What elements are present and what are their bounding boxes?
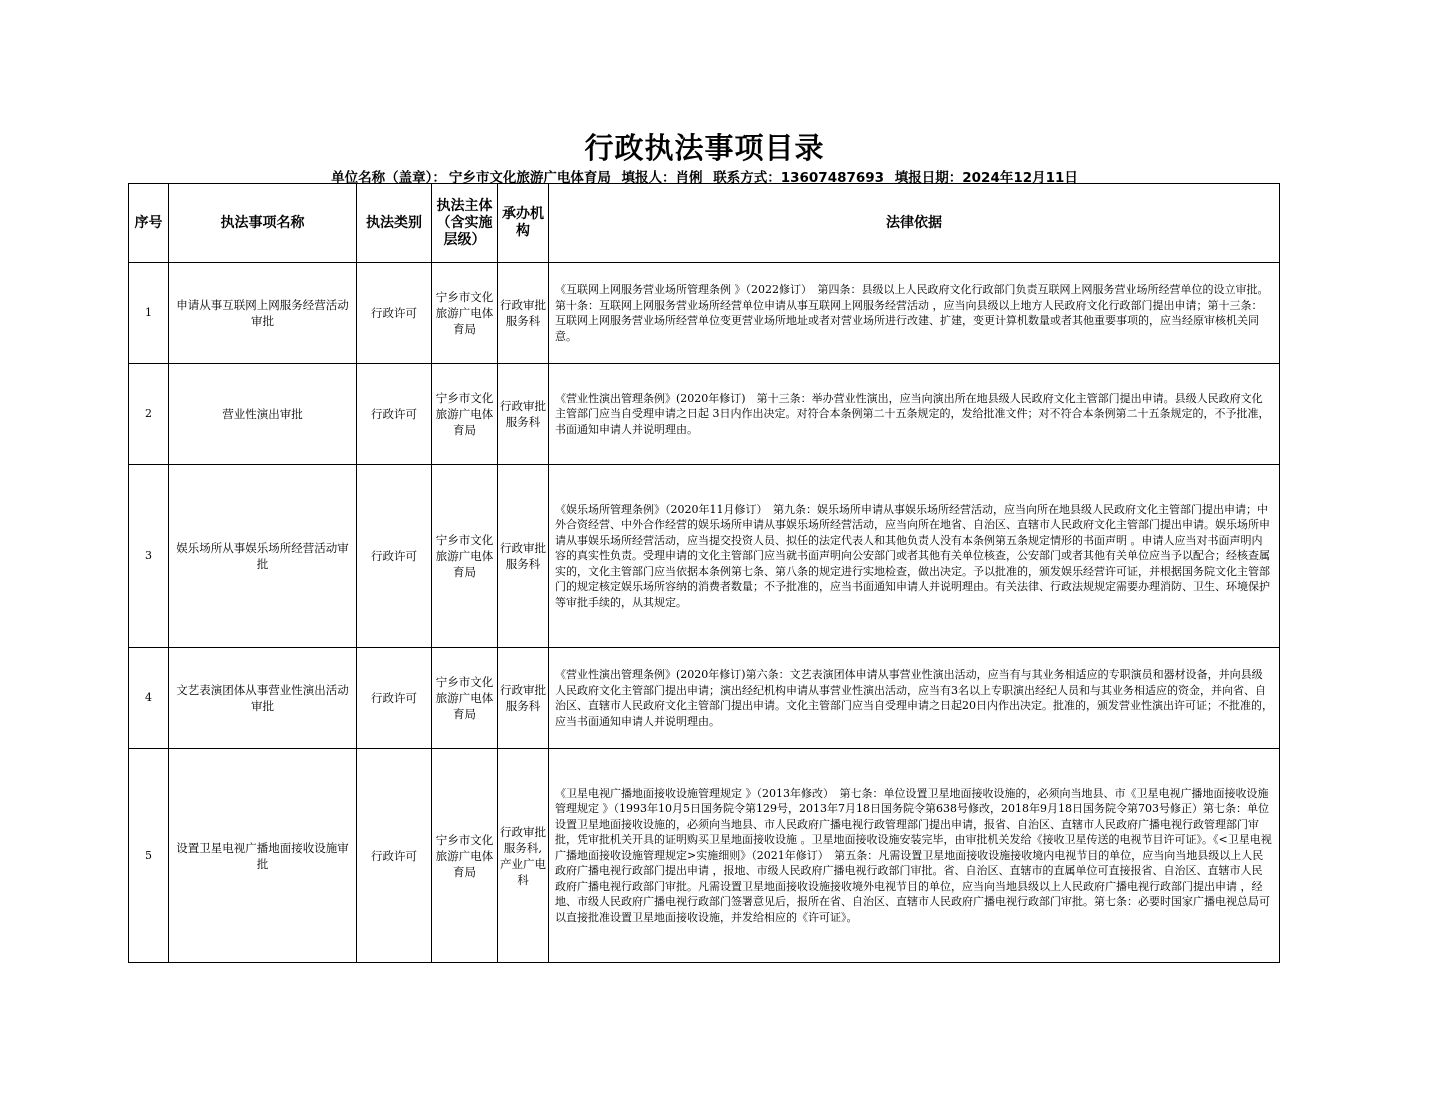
cell-subject: 宁乡市文化旅游广电体育局: [432, 648, 498, 749]
cell-dept: 行政审批服务科: [498, 465, 549, 648]
header-dept: 承办机构: [498, 184, 549, 263]
cell-name: 设置卫星电视广播地面接收设施审批: [169, 749, 357, 963]
cell-name: 娱乐场所从事娱乐场所经营活动审批: [169, 465, 357, 648]
cell-subject: 宁乡市文化旅游广电体育局: [432, 465, 498, 648]
cell-basis: 《互联网上网服务营业场所管理条例 》（2022修订） 第四条：县级以上人民政府文化行政部门负责互联网上网服务营业场所经营单位的设立审批。第十条：互联网上网服务营业场所经营单位申请从事互联网上网服务经营活动 ，应当向县级以上地方人民政府文化行政部门提出申请；第十三条：互联网上网服务营业场所经营单位变更营业场所地址或者对营业场所进行改建、扩建，变更计算机数量或者其他重要事项的，应当经原审核机关同意。: [549, 263, 1280, 364]
cell-dept: 行政审批服务科: [498, 364, 549, 465]
cell-dept: 行政审批服务科: [498, 648, 549, 749]
cell-subject: 宁乡市文化旅游广电体育局: [432, 263, 498, 364]
cell-name: 文艺表演团体从事营业性演出活动审批: [169, 648, 357, 749]
report-date: 填报日期：2024年12月11日: [894, 170, 1078, 186]
cell-dept: 行政审批服务科: [498, 263, 549, 364]
cell-category: 行政许可: [357, 364, 432, 465]
reporter: 填报人：肖俐: [621, 170, 703, 186]
cell-seq: 5: [129, 749, 169, 963]
enforcement-table: [128, 183, 1280, 963]
table-row: [129, 263, 1280, 364]
cell-dept: 行政审批服务科, 产业广电科: [498, 749, 549, 963]
table-row: [129, 364, 1280, 465]
page-title: 行政执法事项目录: [584, 131, 825, 165]
cell-basis: 《营业性演出管理条例》(2020年修订)第六条：文艺表演团体申请从事营业性演出活动，应当有与其业务相适应的专职演员和器材设备，并向县级人民政府文化主管部门提出申请；演出经纪机构申请从事营业性演出活动，应当有3名以上专职演出经纪人员和与其业务相适应的资金，并向省、自治区、直辖市人民政府文化主管部门提出申请。文化主管部门应当自受理申请之日起20日内作出决定。批准的，颁发营业性演出许可证；不批准的，应当书面通知申请人并说明理由。: [549, 648, 1280, 749]
cell-subject: 宁乡市文化旅游广电体育局: [432, 364, 498, 465]
header-subject: 执法主体（含实施层级）: [432, 184, 498, 263]
cell-subject: 宁乡市文化旅游广电体育局: [432, 749, 498, 963]
cell-category: 行政许可: [357, 263, 432, 364]
table-row: [129, 465, 1280, 648]
cell-basis: 《卫星电视广播地面接收设施管理规定 》（2013年修改） 第七条：单位设置卫星地面接收设施的，必须向当地县、市《卫星电视广播地面接收设施管理规定 》（1993年10月5日国务院令第129号，2013年7月18日国务院令第638号修改，2018年9月18日国务院令第703号修正）第七条：单位设置卫星地面接收设施的，必须向当地县、市人民政府广播电视行政管理部门提出申请，报省、自治区、直辖市人民政府广播电视行政管理部门审批，凭审批机关开具的证明购买卫星地面接收设施 。卫星地面接收设施安装完毕，由审批机关发给《接收卫星传送的电视节目许可证》。《<卫星电视广播地面接收设施管理规定>实施细则》（2021年修订） 第五条：凡需设置卫星地面接收设施接收境内电视节目的单位，应当向当地县级以上人民政府广播电视行政部门提出申请 ，报地、市级人民政府广播电视行政部门审批。省、自治区、直辖市的直属单位可直接报省、自治区、直辖市人民政府广播电视行政部门审批。凡需设置卫星地面接收设施接收境外电视节目的单位，应当向当地县级以上人民政府广播电视行政部门提出申请 ，经地、市级人民政府广播电视行政部门签署意见后，报所在省、自治区、直辖市人民政府广播电视行政部门审批。第七条：必要时国家广播电视总局可以直接批准设置卫星地面接收设施，并发给相应的《许可证》。: [549, 749, 1280, 963]
unit-name: 宁乡市文化旅游广电体育局: [448, 170, 611, 186]
cell-category: 行政许可: [357, 465, 432, 648]
unit-label: 单位名称（盖章）：: [331, 170, 446, 186]
table-row: [129, 749, 1280, 963]
cell-name: 营业性演出审批: [169, 364, 357, 465]
cell-basis: 《营业性演出管理条例》(2020年修订) 第十三条：举办营业性演出，应当向演出所在地县级人民政府文化主管部门提出申请。县级人民政府文化主管部门应当自受理申请之日起 3日内作出决定。对符合本条例第二十五条规定的，发给批准文件；对不符合本条例第二十五条规定的，不予批准，书面通知申请人并说明理由。: [549, 364, 1280, 465]
cell-basis: 《娱乐场所管理条例》（2020年11月修订） 第九条：娱乐场所申请从事娱乐场所经营活动，应当向所在地县级人民政府文化主管部门提出申请；中外合资经营、中外合作经营的娱乐场所申请从事娱乐场所经营活动，应当向所在地省、自治区、直辖市人民政府文化主管部门提出申请。娱乐场所申请从事娱乐场所经营活动，应当提交投资人员、拟任的法定代表人和其他负责人没有本条例第五条规定情形的书面声明 。申请人应当对书面声明内容的真实性负责。受理申请的文化主管部门应当就书面声明向公安部门或者其他有关单位核查，公安部门或者其他有关单位应当予以配合；经核查属实的，文化主管部门应当依据本条例第七条、第八条的规定进行实地检查，做出决定。予以批准的，颁发娱乐经营许可证，并根据国务院文化主管部门的规定核定娱乐场所容纳的消费者数量；不予批准的，应当书面通知申请人并说明理由。有关法律、行政法规规定需要办理消防、卫生、环境保护等审批手续的，从其规定。: [549, 465, 1280, 648]
cell-name: 申请从事互联网上网服务经营活动审批: [169, 263, 357, 364]
header-basis: 法律依据: [549, 184, 1280, 263]
table-header-row: [129, 184, 1280, 263]
header-category: 执法类别: [357, 184, 432, 263]
cell-seq: 1: [129, 263, 169, 364]
cell-seq: 2: [129, 364, 169, 465]
table-row: [129, 648, 1280, 749]
cell-seq: 4: [129, 648, 169, 749]
header-name: 执法事项名称: [169, 184, 357, 263]
cell-category: 行政许可: [357, 749, 432, 963]
contact: 联系方式：13607487693: [713, 170, 885, 186]
cell-category: 行政许可: [357, 648, 432, 749]
header-seq: 序号: [129, 184, 169, 263]
cell-seq: 3: [129, 465, 169, 648]
